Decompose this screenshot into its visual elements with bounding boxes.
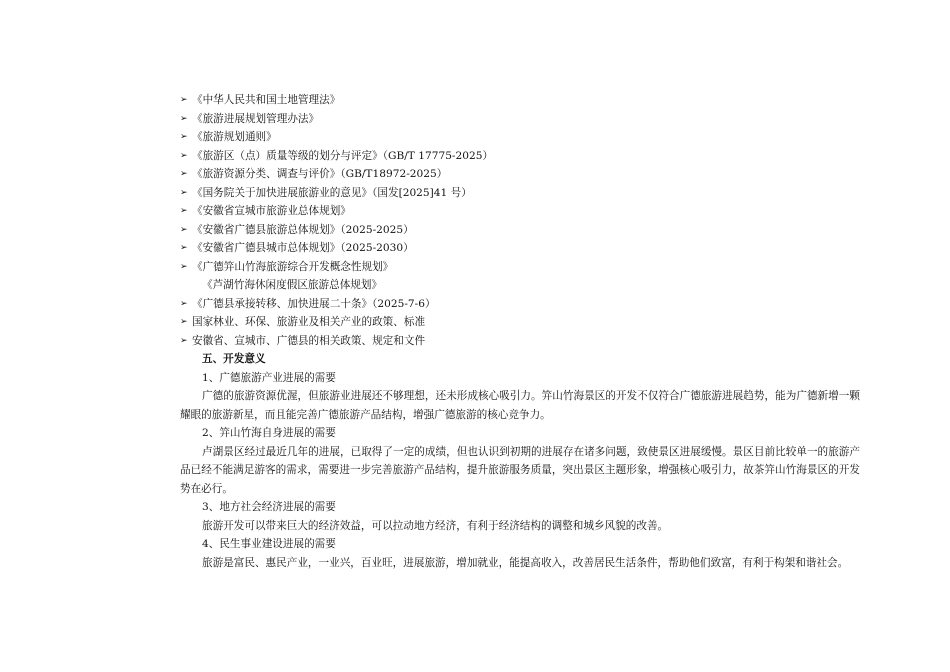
list-item bbox=[180, 184, 860, 203]
paragraph: 旅游开发可以带来巨大的经济效益，可以拉动地方经济，有利于经济结构的调整和城乡风貌的改善。 bbox=[202, 519, 669, 532]
list-item-text: 《旅游资源分类、调查与评价》（GB/T18972-2025） bbox=[192, 168, 448, 180]
subheading: 1、广德旅游产业进展的需要 bbox=[202, 371, 336, 384]
arrow-bullet-icon: ➢ bbox=[180, 169, 188, 179]
list-item bbox=[180, 295, 860, 314]
arrow-bullet-icon: ➢ bbox=[180, 335, 188, 346]
list-item bbox=[180, 91, 860, 110]
list-item-text: 《旅游区（点）质量等级的划分与评定》（GB/T 17775-2025） bbox=[192, 149, 494, 162]
list-item-text: 安徽省、宣城市、广德县的相关政策、规定和文件 bbox=[192, 334, 426, 347]
list-item bbox=[180, 128, 860, 147]
list-item-text: 国家林业、环保、旅游业及相关产业的政策、标准 bbox=[192, 316, 426, 328]
paragraph: 旅游是富民、惠民产业，一业兴，百业旺，进展旅游，增加就业，能提高收入，改善居民生活条件，帮助他们致富，有利于构架和谐社会。 bbox=[202, 556, 849, 569]
arrow-bullet-icon: ➢ bbox=[180, 298, 188, 309]
arrow-bullet-icon: ➢ bbox=[180, 224, 188, 235]
arrow-bullet-icon: ➢ bbox=[180, 317, 188, 327]
arrow-bullet-icon: ➢ bbox=[180, 113, 188, 124]
document-content bbox=[180, 91, 860, 572]
arrow-bullet-icon: ➢ bbox=[180, 150, 188, 161]
list-item-text: 《国务院关于加快进展旅游业的意见》（国发[2025]41 号） bbox=[192, 186, 472, 199]
subheading: 2、笄山竹海自身进展的需要 bbox=[202, 427, 336, 439]
list-item-text: 《中华人民共和国土地管理法》 bbox=[192, 94, 341, 106]
list-item bbox=[180, 165, 860, 184]
list-item bbox=[180, 313, 860, 332]
paragraph: 卢湖景区经过最近几年的进展，已取得了一定的成绩，但也认识到初期的进展存在诸多问题，致使景区进展缓慢。景区目前比较单一的旅游产品已经不能满足游客的需求，需要进一步完善旅游产品结构，提升旅游服务质量，突出景区主题形象，增强核心吸引力，故茶笄山竹海景区的开发势在必行。 bbox=[180, 445, 860, 495]
list-item bbox=[180, 110, 860, 129]
section-heading: 五、开发意义 bbox=[202, 353, 266, 365]
list-item-text: 《旅游进展规划管理办法》 bbox=[192, 112, 320, 125]
arrow-bullet-icon: ➢ bbox=[180, 95, 188, 105]
list-item bbox=[180, 147, 860, 166]
list-item bbox=[180, 202, 860, 221]
list-item-text: 《安徽省广德县城市总体规划》（2025-2030） bbox=[192, 242, 414, 254]
list-item-text: 《广德笄山竹海旅游综合开发概念性规划》 bbox=[192, 260, 394, 273]
subheading: 4、民生事业建设进展的需要 bbox=[202, 538, 336, 550]
list-item-text: 《安徽省广德县旅游总体规划》（2025-2025） bbox=[192, 223, 414, 236]
arrow-bullet-icon: ➢ bbox=[180, 261, 188, 272]
list-item-text: 《旅游规划通则》 bbox=[192, 131, 277, 143]
list-item-indented: 《芦湖竹海休闲度假区旅游总体规划》 bbox=[202, 279, 383, 291]
arrow-bullet-icon: ➢ bbox=[180, 243, 188, 253]
list-item bbox=[180, 258, 860, 277]
list-item bbox=[180, 239, 860, 258]
list-item-text: 《安徽省宣城市旅游业总体规划》 bbox=[192, 205, 351, 217]
arrow-bullet-icon: ➢ bbox=[180, 132, 188, 142]
list-item bbox=[180, 221, 860, 240]
subheading: 3、地方社会经济进展的需要 bbox=[202, 501, 336, 513]
list-item-text: 《广德县承接转移、加快进展二十条》（2025-7-6） bbox=[192, 297, 436, 310]
paragraph: 广德的旅游资源优渥，但旅游业进展还不够理想，还未形成核心吸引力。笄山竹海景区的开发不仅符合广德旅游进展趋势，能为广德新增一颗耀眼的旅游新星，而且能完善广德旅游产品结构，增强广德旅游的核心竞争力。 bbox=[180, 390, 860, 421]
list-item bbox=[180, 332, 860, 351]
arrow-bullet-icon: ➢ bbox=[180, 187, 188, 198]
arrow-bullet-icon: ➢ bbox=[180, 206, 188, 216]
